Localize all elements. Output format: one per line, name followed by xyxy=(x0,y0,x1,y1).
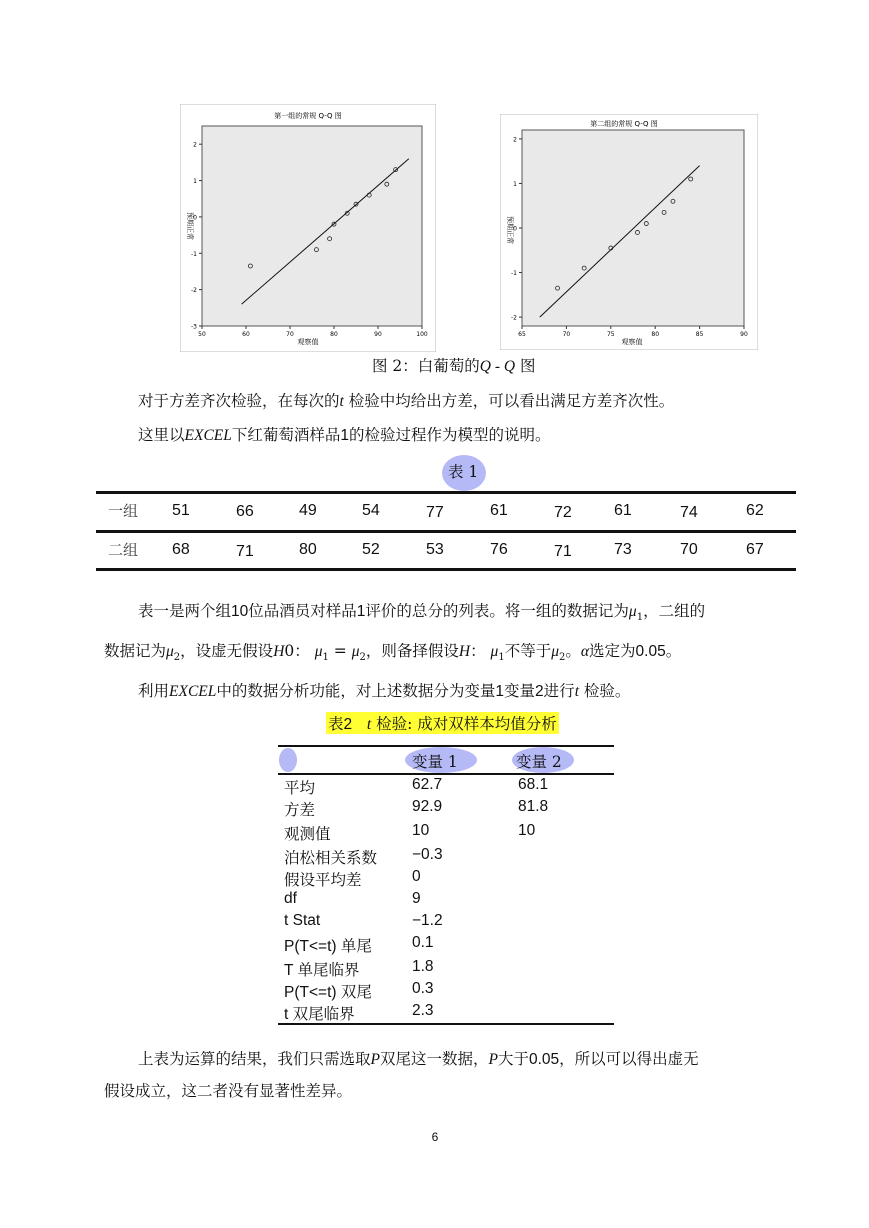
table1-cell: 80 xyxy=(299,541,317,558)
y-tick-label: 0 xyxy=(513,225,517,233)
x-axis-label: 观察值 xyxy=(621,338,643,346)
table2-row-label: 泊松相关系数 xyxy=(284,849,378,867)
qq-chart-group2 xyxy=(500,114,758,350)
table2-row-label: t 双尾临界 xyxy=(284,1006,355,1023)
paragraph-hypothesis-line1: 表一是两个组10位品酒员对样品1评价的总分的列表。将一组的数据记为$\mu_1$，二组的 xyxy=(138,602,706,624)
y-tick-label: -1 xyxy=(191,250,197,258)
table2-value-var1: 62.7 xyxy=(412,776,443,793)
table2-row-label: 观测值 xyxy=(284,825,331,843)
table2-header-var1: 变量 1 xyxy=(412,753,458,771)
paragraph-conclusion-line1: 上表为运算的结果，我们只需选取P双尾这一数据，P大于0.05，所以可以得出虚无 xyxy=(138,1050,699,1068)
table1-cell: 73 xyxy=(614,541,632,558)
table2-row-label: 平均 xyxy=(284,779,316,797)
x-tick-label: 85 xyxy=(695,331,704,338)
table1-bottom-rule xyxy=(96,568,796,571)
table2-row-label: df xyxy=(284,890,297,907)
table1-cell: 51 xyxy=(172,502,190,519)
table1-cell: 72 xyxy=(554,504,572,521)
table2-row-label: 假设平均差 xyxy=(284,871,362,889)
table1-row xyxy=(96,494,796,530)
table1-cell: 71 xyxy=(236,543,254,560)
y-tick-label: -1 xyxy=(511,270,517,278)
x-tick-label: 90 xyxy=(374,331,382,338)
table2-value-var1: −0.3 xyxy=(412,846,443,863)
table2-value-var1: 0.3 xyxy=(412,980,434,997)
table1-cell: 62 xyxy=(746,502,764,519)
table1-cell: 76 xyxy=(490,541,508,558)
table1-cell: 52 xyxy=(362,541,380,558)
table2-row-label: P(T<=t) 单尾 xyxy=(284,938,372,955)
table2-corner-highlight xyxy=(279,748,297,772)
x-tick-label: 50 xyxy=(198,331,206,338)
chart-title: 第二组的常规 Q-Q 图 xyxy=(590,120,658,128)
table2-bottom-rule xyxy=(278,1023,614,1025)
x-tick-label: 70 xyxy=(562,331,571,338)
table1-row-label: 一组 xyxy=(108,502,139,520)
qq-chart-group1 xyxy=(180,104,436,352)
y-tick-label: -2 xyxy=(511,314,517,322)
table1-cell: 67 xyxy=(746,541,764,558)
table1-cell: 66 xyxy=(236,503,254,520)
x-tick-label: 65 xyxy=(518,331,526,338)
table1-cell: 49 xyxy=(299,502,317,519)
x-tick-label: 90 xyxy=(740,331,748,338)
chart-title: 第一组的常规 Q-Q 图 xyxy=(274,112,342,120)
table2-value-var1: 92.9 xyxy=(412,798,443,815)
table1-cell: 61 xyxy=(614,502,632,519)
qq-chart-group1-svg xyxy=(180,104,436,352)
table2-row-label: P(T<=t) 双尾 xyxy=(284,984,372,1001)
table2-value-var1: 0 xyxy=(412,868,421,885)
table2-value-var1: 2.3 xyxy=(412,1002,434,1019)
table2-row-label: 方差 xyxy=(284,801,316,819)
paragraph-conclusion-line2: 假设成立，这二者没有显著性差异。 xyxy=(104,1082,353,1100)
table1-row xyxy=(96,533,796,569)
y-tick-label: 2 xyxy=(513,136,517,144)
table1-cell: 68 xyxy=(172,541,190,558)
x-tick-label: 70 xyxy=(286,331,294,338)
x-axis-label: 观察值 xyxy=(297,338,319,346)
y-tick-label: -2 xyxy=(191,287,197,295)
table2-value-var1: 1.8 xyxy=(412,958,434,975)
table2-value-var1: −1.2 xyxy=(412,912,443,929)
page-number: 6 xyxy=(431,1130,439,1144)
table2-value-var1: 10 xyxy=(412,822,430,839)
qq-chart-group2-svg xyxy=(500,114,758,350)
paragraph-variance: 对于方差齐次检验，在每次的t 检验中均给出方差，可以看出满足方差齐次性。 xyxy=(138,392,675,410)
table1-cell: 54 xyxy=(362,502,380,519)
table1-cell: 77 xyxy=(426,504,444,521)
x-tick-label: 100 xyxy=(416,331,428,338)
table1-row-label: 二组 xyxy=(108,541,139,559)
y-tick-label: -3 xyxy=(191,323,197,331)
table2-value-var1: 9 xyxy=(412,890,421,907)
table2-value-var1: 0.1 xyxy=(412,934,434,951)
table2-body xyxy=(278,776,614,1024)
table2-title: 表2 t 检验: 成对双样本均值分析 xyxy=(326,712,559,734)
table2-row-label: T 单尾临界 xyxy=(284,962,360,979)
table1-cell: 70 xyxy=(680,541,698,558)
y-axis-label: 预期正常 xyxy=(506,216,514,244)
table2-header-rule xyxy=(278,773,614,775)
paragraph-model: 这里以EXCEL下红葡萄酒样品1的检验过程作为模型的说明。 xyxy=(138,426,551,444)
y-tick-label: 1 xyxy=(513,180,517,188)
table2-value-var2: 10 xyxy=(518,822,536,839)
table1-cell: 53 xyxy=(426,541,444,558)
paragraph-excel-analysis: 利用EXCEL中的数据分析功能，对上述数据分为变量1变量2进行t 检验。 xyxy=(138,682,631,700)
figure-caption: 图 2：白葡萄的Q - Q 图 xyxy=(372,357,536,375)
x-tick-label: 80 xyxy=(330,331,338,338)
table1-cell: 61 xyxy=(490,502,508,519)
y-tick-label: 0 xyxy=(193,214,197,222)
table2-row-label: t Stat xyxy=(284,912,321,929)
table1-title: 表 1 xyxy=(448,463,479,481)
x-tick-label: 75 xyxy=(606,331,615,338)
table2-value-var2: 81.8 xyxy=(518,798,549,815)
table2-header-var2: 变量 2 xyxy=(516,753,562,771)
x-tick-label: 60 xyxy=(242,331,250,338)
table2-value-var2: 68.1 xyxy=(518,776,549,793)
table1-cell: 71 xyxy=(554,543,572,560)
y-axis-label: 预期正常 xyxy=(186,212,194,240)
y-tick-label: 1 xyxy=(193,178,197,186)
x-tick-label: 80 xyxy=(651,331,660,338)
y-tick-label: 2 xyxy=(193,141,197,149)
table1-cell: 74 xyxy=(680,504,698,521)
paragraph-hypothesis-line2: 数据记为$\mu_2$，设虚无假设H0： $\mu_1 = \mu_2$，则备择假设H： $\mu_1$不等于$\mu_2$。α选定为0.05。 xyxy=(104,642,682,664)
